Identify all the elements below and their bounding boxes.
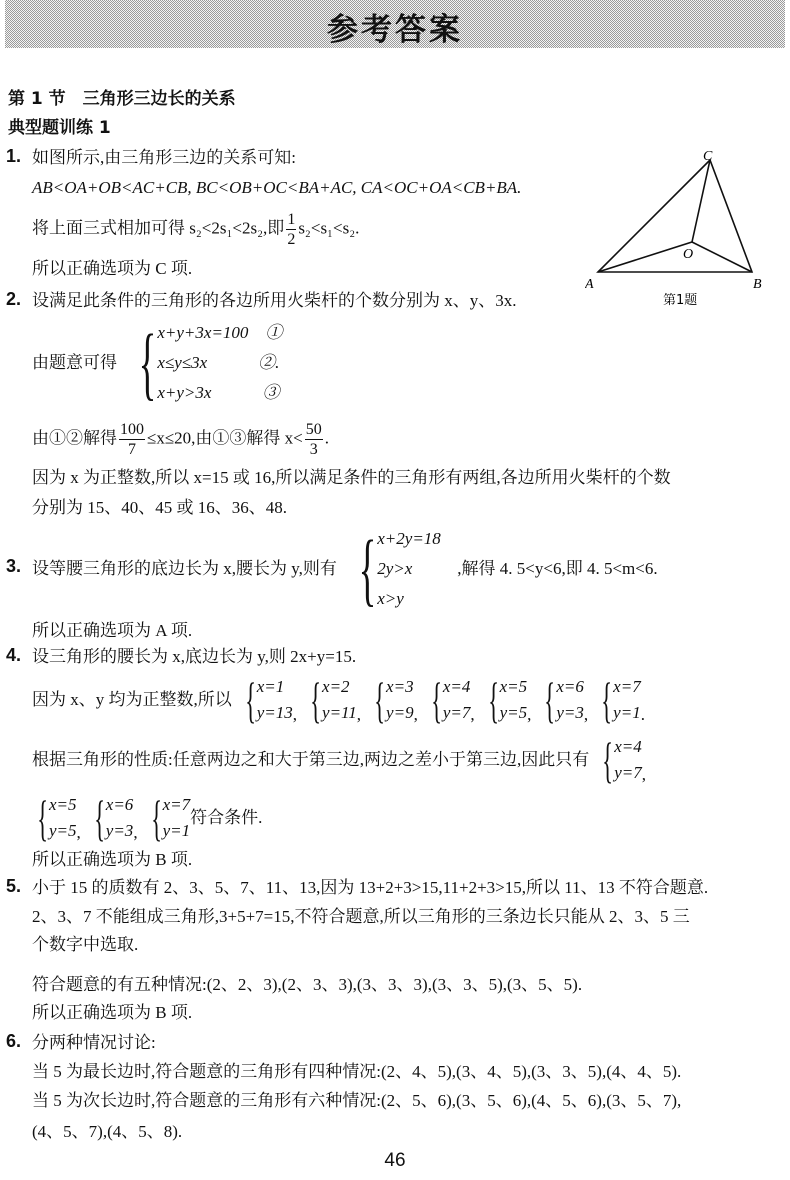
numerator: 1 [287, 211, 296, 228]
brace-icon: { [431, 672, 442, 728]
q1-line3 [32, 210, 359, 249]
system-row: y=3 [556, 703, 584, 722]
brace-icon: { [138, 317, 157, 408]
q3-line2: 所以正确选项为 A 项. [32, 621, 193, 640]
q5-line4: 符合题意的有五种情况:(2、2、3),(2、3、3),(3、3、3),(3、3、5),(3、5、5). [32, 975, 583, 994]
q6-line4: (4、5、7),(4、5、8). [32, 1122, 183, 1141]
separator: , [76, 823, 81, 842]
separator: , [413, 705, 418, 724]
equation-system [81, 792, 134, 844]
denominator: 2 [287, 231, 296, 248]
separator: , [133, 823, 138, 842]
system-row: x=6 [556, 677, 584, 696]
q1-line3-tail: s₂<s₁<s₂. [298, 218, 360, 238]
brace-icon: { [310, 672, 322, 728]
triangle-diagram [585, 148, 775, 313]
triangle-abc [598, 160, 752, 272]
system-row: x=4 [442, 677, 471, 696]
q1-line4: 所以正确选项为 C 项. [32, 259, 193, 278]
equation-system [337, 524, 457, 614]
fraction [119, 420, 145, 459]
q1-number: 1. [6, 146, 22, 166]
system-row: y=5 [499, 703, 528, 722]
q2-system-line [32, 318, 282, 408]
system-row: y=7 [614, 763, 642, 782]
denominator: 3 [309, 441, 318, 458]
q6-number: 6. [6, 1031, 22, 1051]
q5-number: 5. [6, 876, 22, 896]
text: 符合条件. [190, 808, 263, 827]
system-row: y=13 [256, 703, 293, 722]
q4-line5: 所以正确选项为 B 项. [32, 850, 193, 869]
q2-line3 [32, 420, 329, 459]
q5-line3: 个数字中选取. [32, 935, 139, 954]
text: 因为 x、y 均为正整数,所以 [32, 690, 232, 709]
text: ,解得 4. 5<y<6,即 4. 5<m<6. [457, 559, 658, 578]
q6-line3: 当 5 为次长边时,符合题意的三角形有六种情况:(2、5、6),(3、5、6),(4、5、6),(3、5、7), [32, 1091, 682, 1110]
q4-line3 [32, 734, 646, 786]
system-row: y=9 [386, 703, 414, 722]
separator: , [583, 705, 589, 724]
system-row: x=7 [613, 677, 641, 696]
label-o: O [683, 247, 694, 262]
system-row: y=1 [613, 703, 641, 722]
system-row: y=7 [442, 703, 471, 722]
separator: , [470, 705, 475, 724]
equation-system [138, 792, 191, 844]
system-row: x=4 [614, 737, 642, 756]
separator: , [356, 705, 362, 724]
q4-line2 [32, 674, 645, 726]
text: 设等腰三角形的底边长为 x,腰长为 y,则有 [32, 559, 337, 578]
brace-icon: { [358, 523, 377, 614]
system-row: x+2y=18 [377, 529, 441, 548]
system-row: y=1 [162, 821, 191, 840]
text: 根据三角形的性质:任意两边之和大于第三边,两边之差小于第三边,因此只有 [32, 750, 590, 769]
header-band [5, 0, 785, 48]
brace-icon: { [601, 672, 613, 728]
brace-icon: { [544, 672, 556, 728]
q2-line1: 设满足此条件的三角形的各边所用火柴杆的个数分别为 x、y、3x. [32, 291, 517, 310]
label-a: A [585, 277, 594, 292]
fraction-half [286, 210, 296, 249]
q1-line2: AB<OA+OB<AC+CB, BC<OB+OC<BA+AC, CA<OC+OA<CB+BA. [32, 178, 522, 197]
q6-line1: 分两种情况讨论: [32, 1033, 156, 1052]
equation-system [117, 318, 282, 408]
system-row: 2y>x [377, 559, 413, 578]
equation-system [232, 674, 293, 726]
segment-oc [692, 160, 710, 242]
q2-line2: 由题意可得 [32, 353, 117, 372]
brace-icon: { [244, 672, 256, 728]
numerator: 100 [120, 421, 144, 438]
system-row: y=11 [322, 703, 357, 722]
q5-line5: 所以正确选项为 B 项. [32, 1003, 193, 1022]
system-row: x=5 [499, 677, 528, 696]
figure-caption: 第1题 [663, 293, 698, 308]
separator: , [292, 705, 298, 724]
text: . [324, 428, 329, 448]
q3-number: 3. [6, 556, 22, 576]
section-subtitle: 典型题训练 1 [8, 118, 111, 138]
q1-line3-text: 将上面三式相加可得 s₂<2s₁<2s₂,即 [32, 218, 285, 238]
q4-line1: 设三角形的腰长为 x,底边长为 y,则 2x+y=15. [32, 647, 357, 666]
text: ≤x≤20,由①③解得 x< [147, 428, 303, 448]
equation-system [24, 792, 77, 844]
numerator: 50 [305, 421, 322, 438]
page-title: 参考答案 [327, 12, 463, 48]
system-row: x=3 [386, 677, 414, 696]
system-row: x=6 [105, 795, 134, 814]
system-row: x≤y≤3x ②. [157, 353, 280, 372]
system-row: x>y [377, 589, 404, 608]
comma: , [641, 765, 647, 784]
fraction [305, 420, 323, 459]
equation-system [418, 674, 471, 726]
q6-line2: 当 5 为最长边时,符合题意的三角形有四种情况:(2、4、5),(3、4、5),(3、3、5),(4、4、5). [32, 1062, 682, 1081]
q2-line4: 因为 x 为正整数,所以 x=15 或 16,所以满足条件的三角形有两组,各边所用火柴杆的个数 [32, 468, 671, 487]
separator: , [527, 705, 532, 724]
denominator: 7 [128, 441, 136, 458]
system-row: x+y+3x=100 ① [157, 323, 283, 342]
equation-system [589, 734, 642, 786]
system-row: x=7 [162, 795, 191, 814]
q5-line1: 小于 15 的质数有 2、3、5、7、11、13,因为 13+2+3>15,11+2+3>15,所以 11、13 不符合题意. [32, 878, 709, 897]
q4-number: 4. [6, 645, 22, 665]
page-number: 46 [384, 1150, 406, 1171]
equation-system [361, 674, 414, 726]
section-title: 第 1 节 三角形三边长的关系 [8, 89, 236, 109]
system-row: x=5 [49, 795, 77, 814]
equation-system [475, 674, 528, 726]
brace-icon: { [487, 672, 499, 728]
q4-line4 [24, 792, 262, 844]
equation-system [297, 674, 357, 726]
q5-line2: 2、3、7 不能组成三角形,3+5+7=15,不符合题意,所以三角形的三条边长只能从 2、3、5 三 [32, 907, 690, 926]
system-row: x=2 [322, 677, 350, 696]
system-row: y=3 [105, 821, 134, 840]
system-row: x+y>3x ③ [157, 383, 280, 402]
brace-icon: { [93, 790, 105, 846]
brace-icon: { [150, 790, 162, 846]
system-row: y=5 [49, 821, 77, 840]
brace-icon: { [374, 672, 386, 728]
brace-icon: { [37, 790, 48, 846]
separator: . [640, 705, 645, 724]
segments-oa-ob [598, 242, 752, 272]
equation-system [588, 674, 641, 726]
text: 由①②解得 [32, 428, 117, 448]
system-row: x=1 [256, 677, 285, 696]
triangle-figure [585, 148, 775, 318]
q3-line1 [32, 524, 658, 614]
q2-number: 2. [6, 289, 22, 309]
q1-line1: 如图所示,由三角形三边的关系可知: [32, 148, 296, 167]
label-c: C [703, 149, 713, 164]
label-b: B [753, 277, 762, 292]
q2-line5: 分别为 15、40、45 或 16、36、48. [32, 498, 287, 517]
equation-system [531, 674, 584, 726]
brace-icon: { [602, 732, 614, 788]
